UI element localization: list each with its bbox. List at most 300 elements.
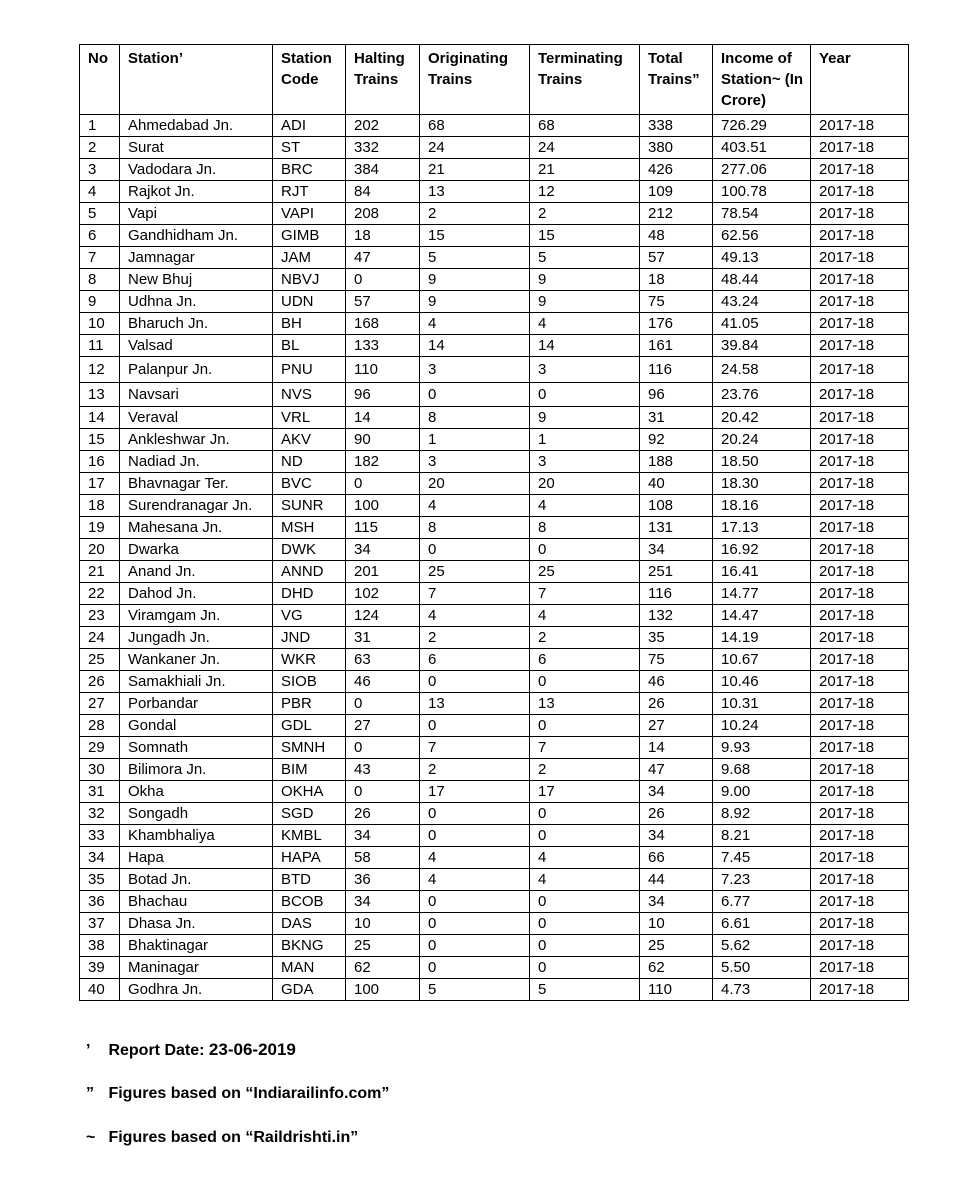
cell-originating: 6	[420, 649, 530, 671]
cell-station: Dwarka	[120, 539, 273, 561]
cell-code: GIMB	[273, 225, 346, 247]
cell-no: 13	[80, 383, 120, 407]
cell-originating: 4	[420, 869, 530, 891]
header-year: Year	[811, 45, 909, 115]
cell-year: 2017-18	[811, 495, 909, 517]
cell-halting: 34	[346, 825, 420, 847]
cell-year: 2017-18	[811, 913, 909, 935]
table-row	[80, 451, 909, 473]
table-row	[80, 583, 909, 605]
cell-code: SUNR	[273, 495, 346, 517]
cell-halting: 47	[346, 247, 420, 269]
cell-total: 212	[640, 203, 713, 225]
cell-terminating: 2	[530, 203, 640, 225]
cell-no: 38	[80, 935, 120, 957]
cell-station: Porbandar	[120, 693, 273, 715]
cell-station: Ahmedabad Jn.	[120, 115, 273, 137]
cell-code: GDL	[273, 715, 346, 737]
table-row	[80, 803, 909, 825]
cell-originating: 7	[420, 583, 530, 605]
cell-station: Viramgam Jn.	[120, 605, 273, 627]
cell-income: 14.47	[713, 605, 811, 627]
cell-station: Okha	[120, 781, 273, 803]
cell-code: HAPA	[273, 847, 346, 869]
cell-total: 116	[640, 583, 713, 605]
cell-station: Palanpur Jn.	[120, 357, 273, 383]
cell-code: DHD	[273, 583, 346, 605]
cell-station: Hapa	[120, 847, 273, 869]
cell-originating: 20	[420, 473, 530, 495]
cell-income: 41.05	[713, 313, 811, 335]
cell-terminating: 5	[530, 247, 640, 269]
footnotes	[86, 1036, 389, 1168]
table-row	[80, 137, 909, 159]
cell-income: 20.24	[713, 429, 811, 451]
header-originating-trains: Originating Trains	[420, 45, 530, 115]
cell-code: BIM	[273, 759, 346, 781]
cell-terminating: 5	[530, 979, 640, 1001]
cell-originating: 14	[420, 335, 530, 357]
cell-year: 2017-18	[811, 335, 909, 357]
cell-station: Botad Jn.	[120, 869, 273, 891]
cell-station: Gandhidham Jn.	[120, 225, 273, 247]
cell-terminating: 2	[530, 627, 640, 649]
cell-total: 108	[640, 495, 713, 517]
table-row	[80, 957, 909, 979]
cell-income: 4.73	[713, 979, 811, 1001]
cell-terminating: 12	[530, 181, 640, 203]
cell-income: 16.92	[713, 539, 811, 561]
cell-income: 49.13	[713, 247, 811, 269]
cell-halting: 202	[346, 115, 420, 137]
table-row	[80, 203, 909, 225]
cell-terminating: 4	[530, 605, 640, 627]
cell-halting: 25	[346, 935, 420, 957]
cell-originating: 68	[420, 115, 530, 137]
cell-code: KMBL	[273, 825, 346, 847]
cell-station: Bhaktinagar	[120, 935, 273, 957]
cell-terminating: 24	[530, 137, 640, 159]
cell-halting: 14	[346, 407, 420, 429]
cell-code: SIOB	[273, 671, 346, 693]
cell-station: Vapi	[120, 203, 273, 225]
cell-halting: 58	[346, 847, 420, 869]
cell-originating: 0	[420, 957, 530, 979]
table-row	[80, 539, 909, 561]
cell-income: 8.21	[713, 825, 811, 847]
table-row	[80, 181, 909, 203]
table-row	[80, 225, 909, 247]
cell-total: 66	[640, 847, 713, 869]
cell-income: 16.41	[713, 561, 811, 583]
income-source-note	[86, 1124, 389, 1168]
cell-total: 426	[640, 159, 713, 181]
cell-total: 338	[640, 115, 713, 137]
cell-originating: 0	[420, 715, 530, 737]
cell-total: 48	[640, 225, 713, 247]
cell-year: 2017-18	[811, 269, 909, 291]
cell-income: 14.19	[713, 627, 811, 649]
cell-originating: 2	[420, 627, 530, 649]
cell-halting: 208	[346, 203, 420, 225]
cell-year: 2017-18	[811, 561, 909, 583]
cell-station: Bharuch Jn.	[120, 313, 273, 335]
stations-table	[79, 44, 909, 1001]
table-row	[80, 737, 909, 759]
cell-no: 23	[80, 605, 120, 627]
header-income: Income of Station~ (In Crore)	[713, 45, 811, 115]
cell-terminating: 20	[530, 473, 640, 495]
cell-halting: 0	[346, 781, 420, 803]
cell-total: 10	[640, 913, 713, 935]
cell-station: Veraval	[120, 407, 273, 429]
table-row	[80, 869, 909, 891]
table-row	[80, 429, 909, 451]
table-row	[80, 517, 909, 539]
cell-station: Bhavnagar Ter.	[120, 473, 273, 495]
cell-halting: 384	[346, 159, 420, 181]
cell-terminating: 7	[530, 583, 640, 605]
header-no: No	[80, 45, 120, 115]
cell-no: 29	[80, 737, 120, 759]
cell-code: VAPI	[273, 203, 346, 225]
cell-originating: 8	[420, 517, 530, 539]
cell-code: ND	[273, 451, 346, 473]
cell-no: 8	[80, 269, 120, 291]
table-body	[80, 115, 909, 1001]
cell-code: ST	[273, 137, 346, 159]
table-row	[80, 781, 909, 803]
table-row	[80, 291, 909, 313]
cell-originating: 0	[420, 383, 530, 407]
cell-year: 2017-18	[811, 825, 909, 847]
cell-halting: 124	[346, 605, 420, 627]
cell-halting: 90	[346, 429, 420, 451]
table-row	[80, 269, 909, 291]
cell-income: 48.44	[713, 269, 811, 291]
cell-total: 40	[640, 473, 713, 495]
cell-year: 2017-18	[811, 715, 909, 737]
cell-code: OKHA	[273, 781, 346, 803]
cell-station: Maninagar	[120, 957, 273, 979]
cell-halting: 57	[346, 291, 420, 313]
income-source-mark: ~	[86, 1129, 96, 1146]
cell-no: 19	[80, 517, 120, 539]
cell-originating: 3	[420, 451, 530, 473]
table-row	[80, 627, 909, 649]
cell-halting: 100	[346, 495, 420, 517]
cell-halting: 0	[346, 693, 420, 715]
cell-code: BL	[273, 335, 346, 357]
cell-total: 27	[640, 715, 713, 737]
cell-income: 277.06	[713, 159, 811, 181]
report-date-value: 23-06-2019	[208, 1040, 296, 1059]
cell-halting: 18	[346, 225, 420, 247]
cell-income: 8.92	[713, 803, 811, 825]
cell-income: 7.23	[713, 869, 811, 891]
cell-terminating: 0	[530, 539, 640, 561]
report-date-mark: ’	[86, 1042, 91, 1059]
cell-originating: 25	[420, 561, 530, 583]
cell-year: 2017-18	[811, 247, 909, 269]
report-date-note	[86, 1036, 389, 1080]
cell-terminating: 0	[530, 803, 640, 825]
header-station-code: Station Code	[273, 45, 346, 115]
cell-terminating: 2	[530, 759, 640, 781]
cell-income: 9.93	[713, 737, 811, 759]
cell-halting: 168	[346, 313, 420, 335]
cell-no: 16	[80, 451, 120, 473]
cell-total: 62	[640, 957, 713, 979]
table-row	[80, 115, 909, 137]
cell-income: 17.13	[713, 517, 811, 539]
cell-terminating: 0	[530, 715, 640, 737]
cell-terminating: 4	[530, 869, 640, 891]
cell-no: 2	[80, 137, 120, 159]
cell-no: 30	[80, 759, 120, 781]
cell-terminating: 3	[530, 451, 640, 473]
cell-income: 9.68	[713, 759, 811, 781]
table-row	[80, 825, 909, 847]
cell-originating: 5	[420, 247, 530, 269]
table-row	[80, 313, 909, 335]
table-row	[80, 495, 909, 517]
cell-year: 2017-18	[811, 693, 909, 715]
cell-no: 36	[80, 891, 120, 913]
cell-terminating: 3	[530, 357, 640, 383]
cell-halting: 31	[346, 627, 420, 649]
cell-year: 2017-18	[811, 935, 909, 957]
cell-income: 726.29	[713, 115, 811, 137]
cell-year: 2017-18	[811, 429, 909, 451]
table-row	[80, 357, 909, 383]
cell-station: Vadodara Jn.	[120, 159, 273, 181]
cell-total: 25	[640, 935, 713, 957]
cell-income: 5.50	[713, 957, 811, 979]
cell-total: 116	[640, 357, 713, 383]
cell-no: 14	[80, 407, 120, 429]
cell-station: New Bhuj	[120, 269, 273, 291]
cell-code: DAS	[273, 913, 346, 935]
cell-no: 31	[80, 781, 120, 803]
cell-originating: 4	[420, 313, 530, 335]
cell-station: Mahesana Jn.	[120, 517, 273, 539]
table-row	[80, 407, 909, 429]
cell-year: 2017-18	[811, 115, 909, 137]
cell-originating: 4	[420, 495, 530, 517]
cell-total: 251	[640, 561, 713, 583]
cell-total: 35	[640, 627, 713, 649]
cell-income: 10.67	[713, 649, 811, 671]
table-row	[80, 847, 909, 869]
cell-income: 24.58	[713, 357, 811, 383]
cell-originating: 24	[420, 137, 530, 159]
cell-year: 2017-18	[811, 605, 909, 627]
cell-originating: 1	[420, 429, 530, 451]
table-row	[80, 473, 909, 495]
cell-station: Samakhiali Jn.	[120, 671, 273, 693]
trains-source-mark: ”	[86, 1085, 94, 1102]
cell-code: JAM	[273, 247, 346, 269]
cell-no: 9	[80, 291, 120, 313]
cell-station: Surat	[120, 137, 273, 159]
cell-halting: 0	[346, 269, 420, 291]
cell-originating: 0	[420, 913, 530, 935]
cell-originating: 9	[420, 291, 530, 313]
cell-originating: 4	[420, 847, 530, 869]
cell-total: 92	[640, 429, 713, 451]
cell-station: Jungadh Jn.	[120, 627, 273, 649]
cell-station: Bhachau	[120, 891, 273, 913]
cell-code: MSH	[273, 517, 346, 539]
cell-income: 10.24	[713, 715, 811, 737]
cell-code: MAN	[273, 957, 346, 979]
cell-originating: 0	[420, 935, 530, 957]
cell-no: 26	[80, 671, 120, 693]
cell-station: Rajkot Jn.	[120, 181, 273, 203]
cell-terminating: 14	[530, 335, 640, 357]
cell-year: 2017-18	[811, 517, 909, 539]
cell-terminating: 4	[530, 495, 640, 517]
cell-no: 3	[80, 159, 120, 181]
cell-code: BKNG	[273, 935, 346, 957]
cell-income: 403.51	[713, 137, 811, 159]
cell-station: Navsari	[120, 383, 273, 407]
cell-year: 2017-18	[811, 225, 909, 247]
cell-year: 2017-18	[811, 451, 909, 473]
cell-total: 26	[640, 803, 713, 825]
table-row	[80, 671, 909, 693]
cell-total: 34	[640, 539, 713, 561]
table-row	[80, 159, 909, 181]
cell-halting: 63	[346, 649, 420, 671]
cell-income: 7.45	[713, 847, 811, 869]
cell-code: GDA	[273, 979, 346, 1001]
cell-income: 39.84	[713, 335, 811, 357]
cell-no: 18	[80, 495, 120, 517]
cell-code: NVS	[273, 383, 346, 407]
cell-total: 26	[640, 693, 713, 715]
cell-total: 176	[640, 313, 713, 335]
cell-originating: 0	[420, 891, 530, 913]
cell-station: Anand Jn.	[120, 561, 273, 583]
cell-code: JND	[273, 627, 346, 649]
header-halting-trains: Halting Trains	[346, 45, 420, 115]
cell-income: 5.62	[713, 935, 811, 957]
cell-station: Ankleshwar Jn.	[120, 429, 273, 451]
cell-halting: 0	[346, 473, 420, 495]
cell-code: WKR	[273, 649, 346, 671]
cell-no: 22	[80, 583, 120, 605]
cell-income: 14.77	[713, 583, 811, 605]
cell-originating: 7	[420, 737, 530, 759]
table-row	[80, 913, 909, 935]
cell-halting: 110	[346, 357, 420, 383]
cell-total: 188	[640, 451, 713, 473]
cell-year: 2017-18	[811, 847, 909, 869]
cell-income: 43.24	[713, 291, 811, 313]
cell-year: 2017-18	[811, 891, 909, 913]
cell-originating: 17	[420, 781, 530, 803]
cell-no: 7	[80, 247, 120, 269]
cell-no: 4	[80, 181, 120, 203]
cell-station: Wankaner Jn.	[120, 649, 273, 671]
income-source-text: Figures based on “Raildrishti.in”	[108, 1129, 359, 1146]
cell-halting: 34	[346, 539, 420, 561]
cell-halting: 84	[346, 181, 420, 203]
cell-no: 24	[80, 627, 120, 649]
cell-total: 75	[640, 291, 713, 313]
cell-code: UDN	[273, 291, 346, 313]
table-row	[80, 247, 909, 269]
cell-income: 6.77	[713, 891, 811, 913]
cell-originating: 13	[420, 693, 530, 715]
cell-income: 9.00	[713, 781, 811, 803]
cell-code: DWK	[273, 539, 346, 561]
cell-no: 28	[80, 715, 120, 737]
cell-income: 20.42	[713, 407, 811, 429]
cell-originating: 0	[420, 539, 530, 561]
cell-year: 2017-18	[811, 671, 909, 693]
cell-income: 10.46	[713, 671, 811, 693]
cell-year: 2017-18	[811, 291, 909, 313]
cell-year: 2017-18	[811, 407, 909, 429]
cell-originating: 5	[420, 979, 530, 1001]
table-row	[80, 605, 909, 627]
cell-year: 2017-18	[811, 583, 909, 605]
report-date-label: Report Date:	[108, 1042, 205, 1059]
cell-total: 44	[640, 869, 713, 891]
cell-halting: 27	[346, 715, 420, 737]
cell-station: Dhasa Jn.	[120, 913, 273, 935]
cell-total: 18	[640, 269, 713, 291]
cell-total: 131	[640, 517, 713, 539]
cell-total: 96	[640, 383, 713, 407]
cell-no: 5	[80, 203, 120, 225]
cell-code: SMNH	[273, 737, 346, 759]
cell-no: 17	[80, 473, 120, 495]
cell-income: 78.54	[713, 203, 811, 225]
cell-code: BCOB	[273, 891, 346, 913]
header-terminating-trains: Terminating Trains	[530, 45, 640, 115]
cell-station: Gondal	[120, 715, 273, 737]
cell-terminating: 4	[530, 847, 640, 869]
cell-originating: 0	[420, 825, 530, 847]
cell-halting: 10	[346, 913, 420, 935]
cell-total: 161	[640, 335, 713, 357]
cell-year: 2017-18	[811, 383, 909, 407]
cell-originating: 15	[420, 225, 530, 247]
cell-originating: 2	[420, 203, 530, 225]
cell-halting: 46	[346, 671, 420, 693]
cell-year: 2017-18	[811, 357, 909, 383]
cell-terminating: 0	[530, 671, 640, 693]
cell-total: 57	[640, 247, 713, 269]
cell-income: 62.56	[713, 225, 811, 247]
cell-originating: 9	[420, 269, 530, 291]
cell-total: 31	[640, 407, 713, 429]
cell-originating: 0	[420, 671, 530, 693]
cell-originating: 13	[420, 181, 530, 203]
cell-halting: 133	[346, 335, 420, 357]
cell-no: 21	[80, 561, 120, 583]
cell-no: 37	[80, 913, 120, 935]
cell-terminating: 9	[530, 291, 640, 313]
cell-no: 35	[80, 869, 120, 891]
cell-halting: 96	[346, 383, 420, 407]
table-row	[80, 891, 909, 913]
header-station: Station’	[120, 45, 273, 115]
